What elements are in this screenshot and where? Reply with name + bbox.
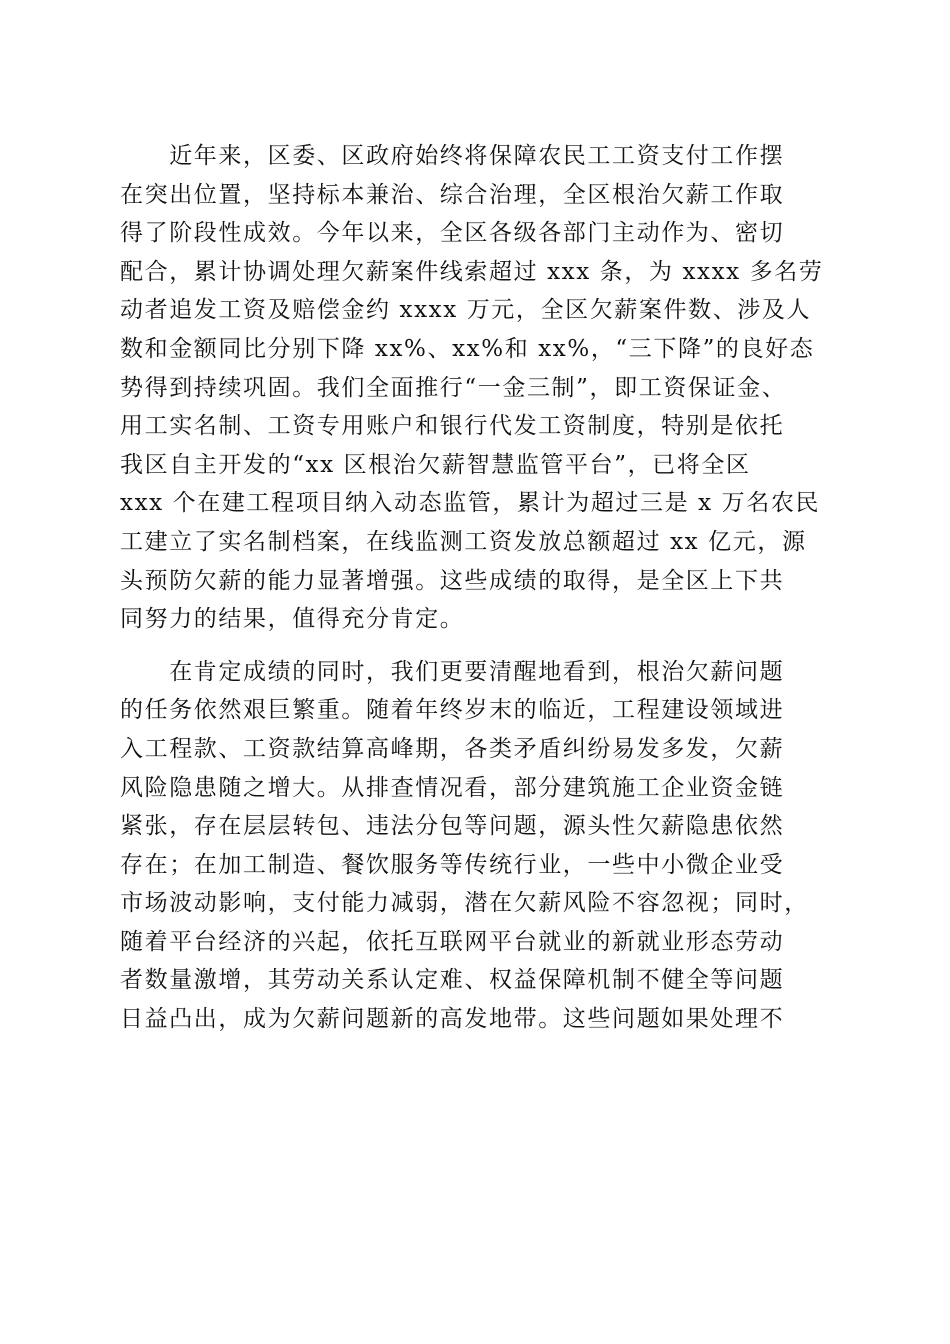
text-line: 的任务依然艰巨繁重。随着年终岁末的临近，工程建设领域进 [120,697,785,724]
text-line: 工建立了实名制档案，在线监测工资发放总额超过 xx 亿元，源 [120,528,807,555]
text-line: 存在；在加工制造、餐饮服务等传统行业，一些中小微企业受 [120,851,785,878]
body-text [120,137,832,1039]
text-line: 入工程款、工资款结算高峰期，各类矛盾纠纷易发多发，欠薪 [120,735,785,762]
text-line: 头预防欠薪的能力显著增强。这些成绩的取得，是全区上下共 [120,567,785,594]
text-line: 风险隐患随之增大。从排查情况看，部分建筑施工企业资金链 [120,774,785,801]
text-line: 随着平台经济的兴起，依托互联网平台就业的新就业形态劳动 [120,928,785,955]
text-line: 市场波动影响，支付能力减弱，潜在欠薪风险不容忽视；同时， [120,890,809,917]
text-line: 紧张，存在层层转包、违法分包等问题，源头性欠薪隐患依然 [120,813,785,840]
text-line: 数和金额同比分别下降 xx%、xx%和 xx%，“三下降”的良好态 [120,335,815,362]
text-line: xxx 个在建工程项目纳入动态监管，累计为超过三是 x 万名农民 [120,490,821,517]
text-line: 得了阶段性成效。今年以来，全区各级各部门主动作为、密切 [120,220,785,247]
text-line: 我区自主开发的“xx 区根治欠薪智慧监管平台”，已将全区 [120,451,751,478]
paragraph-1 [120,137,832,639]
text-line: 在肯定成绩的同时，我们更要清醒地看到，根治欠薪问题 [120,658,785,685]
paragraph-spacer [120,639,832,653]
paragraph-2 [120,653,832,1039]
text-line: 同努力的结果，值得充分肯定。 [120,606,465,633]
text-line: 在突出位置，坚持标本兼治、综合治理，全区根治欠薪工作取 [120,181,785,208]
text-line: 日益凸出，成为欠薪问题新的高发地带。这些问题如果处理不 [120,1006,785,1033]
text-line: 用工实名制、工资专用账户和银行代发工资制度，特别是依托 [120,413,785,440]
text-line: 者数量激增，其劳动关系认定难、权益保障机制不健全等问题 [120,967,785,994]
text-line: 近年来，区委、区政府始终将保障农民工工资支付工作摆 [120,143,785,169]
text-line: 势得到持续巩固。我们全面推行“一金三制”，即工资保证金、 [120,374,787,401]
text-line: 配合，累计协调处理欠薪案件线索超过 xxx 条，为 xxxx 多名劳 [120,258,824,285]
text-line: 动者追发工资及赔偿金约 xxxx 万元，全区欠薪案件数、涉及人 [120,297,812,324]
